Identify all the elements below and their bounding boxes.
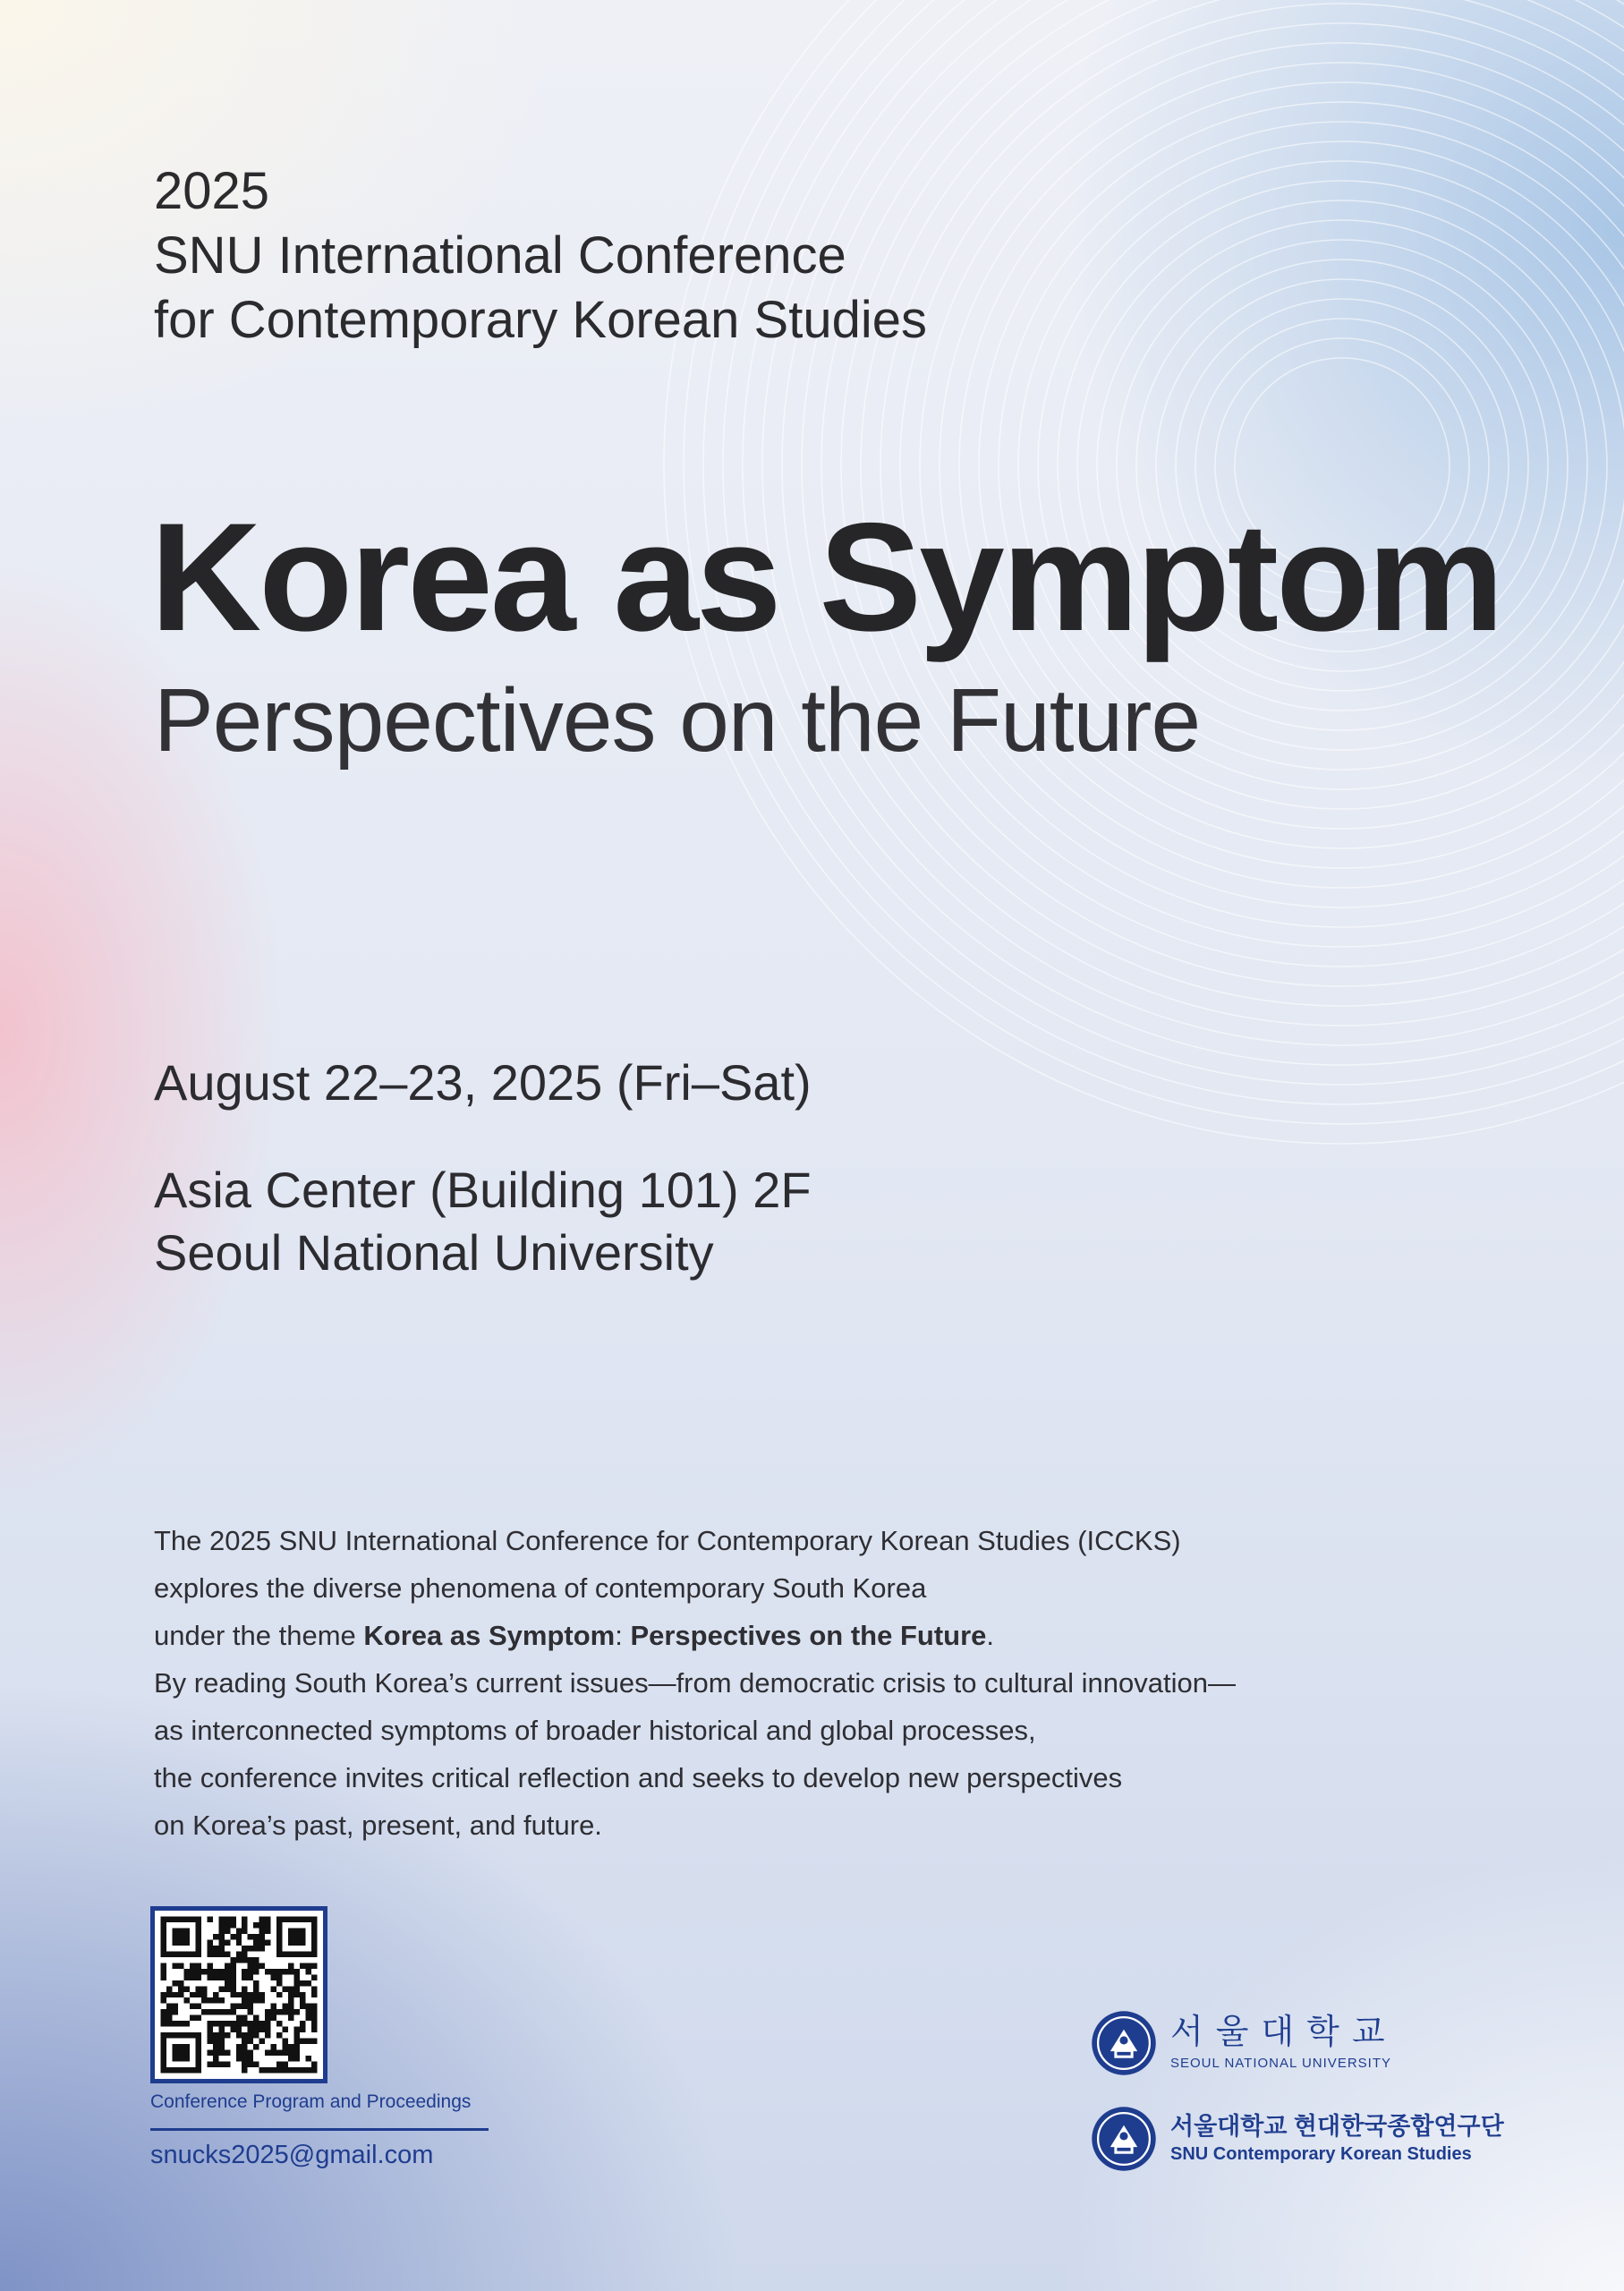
main-title: Korea as Symptom xyxy=(150,491,1502,663)
main-subtitle: Perspectives on the Future xyxy=(154,670,1201,771)
theme-bold-1: Korea as Symptom xyxy=(363,1620,616,1651)
description-text: . xyxy=(986,1620,995,1651)
header-line-2: for Contemporary Korean Studies xyxy=(154,291,927,349)
institute-logo xyxy=(1090,2105,1504,2173)
header-year: 2025 xyxy=(154,162,270,220)
description-line: as interconnected symptoms of broader historical and global processes, xyxy=(154,1715,1036,1746)
description-line: The 2025 SNU International Conference for Contemporary Korean Studies (ICCKS) xyxy=(154,1525,1181,1556)
description-line: on Korea’s past, present, and future. xyxy=(154,1810,602,1841)
qr-code[interactable] xyxy=(150,1906,327,2083)
institute-korean-name: 서울대학교 현대한국종합연구단 xyxy=(1170,2113,1504,2140)
venue-line-2: Seoul National University xyxy=(154,1224,714,1281)
decorative-ring xyxy=(841,0,1624,967)
snu-english-name: SEOUL NATIONAL UNIVERSITY xyxy=(1170,2056,1391,2071)
snu-seal-icon xyxy=(1090,2105,1158,2173)
event-venue xyxy=(154,1159,812,1284)
description-line: By reading South Korea’s current issues—from democratic crisis to cultural innovation— xyxy=(154,1667,1236,1699)
description-text: : xyxy=(615,1620,631,1651)
decorative-ring xyxy=(861,0,1624,947)
header-line-1: SNU International Conference xyxy=(154,226,846,285)
institute-english-name: SNU Contemporary Korean Studies xyxy=(1170,2144,1472,2164)
qr-code-icon xyxy=(155,1911,323,2079)
qr-divider xyxy=(150,2128,489,2131)
conference-header xyxy=(154,159,927,353)
snu-seal-icon xyxy=(1090,2009,1158,2077)
decorative-ring xyxy=(900,23,1624,907)
description-line xyxy=(154,1612,1236,1659)
qr-caption: Conference Program and Proceedings xyxy=(150,2091,472,2112)
snu-logo xyxy=(1090,2009,1398,2077)
event-date: August 22–23, 2025 (Fri–Sat) xyxy=(154,1054,812,1111)
decorative-ring xyxy=(880,4,1624,927)
snu-korean-name: 서울대학교 xyxy=(1170,2014,1398,2051)
theme-bold-2: Perspectives on the Future xyxy=(630,1620,987,1651)
description-line: the conference invites critical reflection and seeks to develop new perspectives xyxy=(154,1762,1123,1793)
contact-email-link[interactable]: snucks2025@gmail.com xyxy=(150,2141,434,2169)
venue-line-1: Asia Center (Building 101) 2F xyxy=(154,1162,812,1218)
description-line: explores the diverse phenomena of contemporary South Korea xyxy=(154,1572,927,1604)
description xyxy=(154,1517,1236,1849)
description-text: under the theme xyxy=(154,1620,364,1651)
